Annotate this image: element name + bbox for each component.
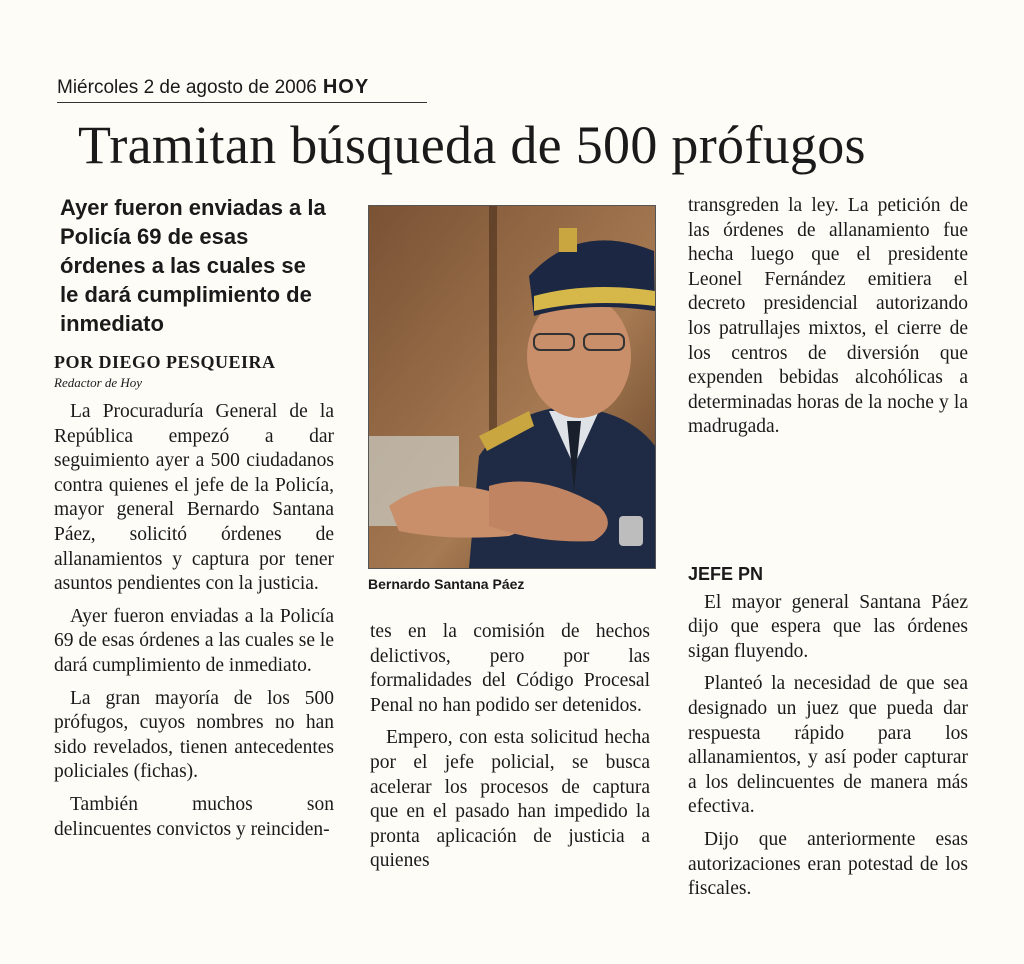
paragraph: La gran mayoría de los 500 prófugos, cuyos nombres no han sido revelados, tienen antecedentes policiales (fichas). (54, 687, 334, 783)
paragraph: La Procuraduría General de la República empezó a dar seguimiento ayer a 500 ciudadanos contra quienes el jefe de la Policía, mayor general Bernardo Santana Páez, solicitó órdenes de allanamientos y captura por tener asuntos pendientes con la justicia. (54, 401, 334, 595)
column-3-section (688, 562, 968, 910)
section-heading: JEFE PN (688, 564, 764, 584)
paragraph: tes en la comisión de hechos delictivos, pero por las formalidades del Código Procesal Penal no han podido ser detenidos. (370, 621, 650, 716)
publication-name: HOY (322, 76, 370, 98)
paragraph: El mayor general Santana Páez dijo que espera que las órdenes sigan fluyendo. (688, 591, 968, 662)
paragraph: Planteó la necesidad de que sea designado un juez que pueda dar respuesta rápido para los allanamientos, y así poder capturar a los delincuentes de manera más efectiva. (688, 673, 968, 818)
column-1 (54, 400, 334, 850)
paragraph: Dijo que anteriormente esas autorizaciones eran potestad de los fiscales. (688, 828, 968, 900)
paragraph: Ayer fueron enviadas a la Policía 69 de esas órdenes a las cuales se le dará cumplimiento de inmediato. (54, 605, 334, 676)
dateline (57, 76, 427, 103)
portrait-illustration (369, 206, 655, 568)
byline-role: Redactor de Hoy (54, 375, 143, 390)
paragraph: También muchos son delincuentes convictos y reinciden- (54, 793, 334, 840)
portrait-photo (368, 205, 656, 569)
photo-caption: Bernardo Santana Páez (368, 576, 525, 592)
subheadline: Ayer fueron enviadas a la Policía 69 de esas órdenes a las cuales se le dará cumplimiento de inmediato (60, 195, 326, 336)
headline: Tramitan búsqueda de 500 prófugos (78, 115, 866, 175)
paragraph: transgreden la ley. La petición de las órdenes de allanamiento fue hecha luego que el presidente Leonel Fernández emitiera el decreto presidencial autorizando los patrullajes mixtos, el cierre de los centros de diversión que expenden bebidas alcohólicas a determinadas horas de la noche y la madrugada. (688, 195, 968, 438)
issue-date: Miércoles 2 de agosto de 2006 (57, 77, 317, 98)
column-2 (370, 620, 650, 882)
column-3 (688, 194, 968, 448)
byline: POR DIEGO PESQUEIRA (54, 352, 276, 372)
paragraph: Empero, con esta solicitud hecha por el jefe policial, se busca acelerar los procesos de captura que en el pasado han impedido la pronta aplicación de justicia a quienes (370, 727, 650, 872)
